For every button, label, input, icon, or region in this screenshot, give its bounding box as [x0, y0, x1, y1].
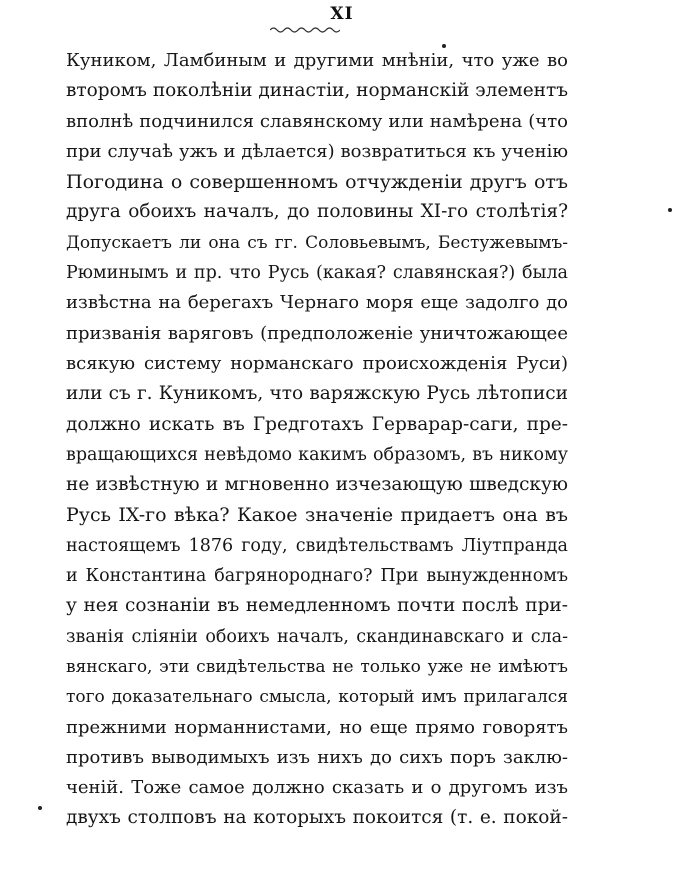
ink-speck — [442, 44, 446, 48]
text-line: у нея сознаніи въ немедленномъ почти послѣ при- — [66, 595, 568, 617]
text-line: призванія варяговъ (предположеніе уничтожающее — [66, 322, 568, 344]
ink-speck — [38, 806, 42, 810]
text-line: Погодина о совершенномъ отчужденіи другъ отъ — [66, 171, 568, 194]
text-line: вянскаго, эти свидѣтельства не только уже не имѣютъ — [66, 656, 568, 677]
text-line: должно искать въ Гредготахъ Герварар-саги, пре- — [66, 413, 568, 435]
text-line: настоящемъ 1876 году, свидѣтельствамъ Ліутпранда — [66, 535, 568, 556]
text-line: второмъ поколѣніи династіи, норманскій элементъ — [66, 80, 568, 102]
text-line: двухъ столповъ на которыхъ покоится (т. е. покой- — [66, 807, 568, 829]
text-line: вполнѣ подчинился славянскому или намѣрена (что — [66, 110, 568, 132]
text-line: ченій. Тоже самое должно сказать и о другомъ изъ — [66, 777, 568, 799]
text-line: Допускаетъ ли она съ гг. Соловьевымъ, Бестужевымъ- — [66, 232, 568, 253]
ink-speck — [668, 208, 672, 212]
text-line: Куником, Ламбиным и другими мнѣніи, что уже во — [66, 50, 568, 71]
text-line: при случаѣ ужъ и дѣлается) возвратиться къ ученію — [66, 140, 568, 162]
text-line: или съ г. Куникомъ, что варяжскую Русь лѣтописи — [66, 383, 568, 405]
text-line: званія сліяніи обоихъ началъ, скандинавскаго и сла- — [66, 626, 568, 647]
text-line: друга обоихъ началъ, до половины XI-го столѣтія? — [66, 201, 568, 223]
text-line: не извѣстную и мгновенно изчезающую шведскую — [66, 474, 568, 496]
body-text — [66, 46, 568, 834]
text-line: вращающихся невѣдомо какимъ образомъ, въ никому — [66, 444, 568, 465]
page-number: XI — [330, 4, 354, 24]
text-line: и Константина багрянороднаго? При вынужденномъ — [66, 566, 568, 587]
text-line: извѣстна на берегахъ Чернаго моря еще задолго до — [66, 292, 568, 314]
text-line: того доказательнаго смысла, который имъ прилагался — [66, 687, 568, 708]
text-line: Рюминымъ и пр. что Русь (какая? славянская?) была — [66, 263, 568, 284]
wavy-rule-ornament — [270, 26, 340, 34]
text-line: прежними норманнистами, но еще прямо говорятъ — [66, 716, 568, 738]
text-line: всякую систему норманскаго происхожденія Руси) — [66, 352, 568, 374]
text-line: противъ выводимыхъ изъ нихъ до сихъ поръ заклю- — [66, 746, 568, 768]
text-line: Русь IX-го вѣка? Какое значеніе придаетъ она въ — [66, 504, 568, 527]
